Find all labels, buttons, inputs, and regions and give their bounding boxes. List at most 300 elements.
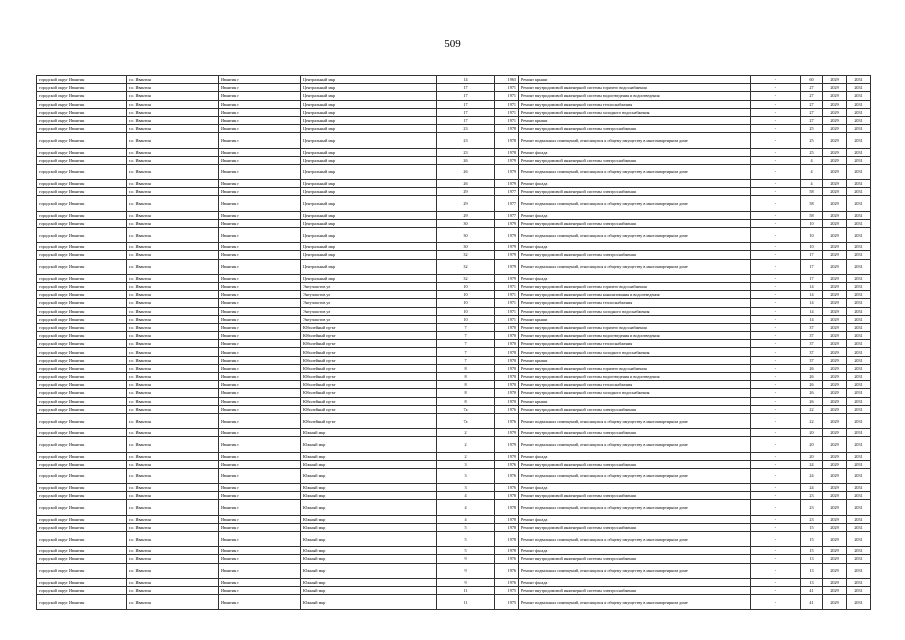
cell-year-end: 2031 <box>847 92 871 100</box>
cell-locality: Ивантин г <box>219 578 301 586</box>
cell-year-built: 1979 <box>495 228 519 243</box>
cell-work-type: Ремонт подвальных помещений, относящихся к общему имуществу в многоквартирном доме <box>519 133 751 148</box>
cell-municipality: городской округ Ивантин <box>37 188 127 196</box>
cell-district: г.о. Ивантин <box>127 228 219 243</box>
cell-dash-cell: - <box>751 323 801 331</box>
cell-locality: Ивантин г <box>219 381 301 389</box>
cell-year-built: 1978 <box>495 523 519 531</box>
cell-municipality: городской округ Ивантин <box>37 211 127 219</box>
cell-year-end: 2031 <box>847 515 871 523</box>
table-row <box>37 148 871 156</box>
cell-municipality: городской округ Ивантин <box>37 274 127 282</box>
cell-year-start: 2029 <box>823 356 847 364</box>
cell-count: 4 <box>801 156 823 164</box>
cell-district: г.о. Ивантин <box>127 156 219 164</box>
cell-year-end: 2031 <box>847 164 871 179</box>
cell-house-number: 10 <box>437 282 495 290</box>
cell-house-number: 2 <box>437 429 495 437</box>
table-row <box>37 515 871 523</box>
cell-district: г.о. Ивантин <box>127 108 219 116</box>
cell-house-number: 29 <box>437 211 495 219</box>
cell-municipality: городской округ Ивантин <box>37 578 127 586</box>
cell-dash-cell: - <box>751 125 801 133</box>
cell-district: г.о. Ивантин <box>127 397 219 405</box>
cell-year-start: 2029 <box>823 188 847 196</box>
cell-house-number: 8 <box>437 381 495 389</box>
cell-work-type: Ремонт подвальных помещений, относящихся к общему имуществу в многоквартирном доме <box>519 468 751 483</box>
cell-dash-cell: - <box>751 348 801 356</box>
cell-district: г.о. Ивантин <box>127 405 219 413</box>
cell-street: Юбилейный пр-кт <box>301 356 437 364</box>
cell-work-type: Ремонт внутридомовой инженерной системы холодного водоснабжения <box>519 389 751 397</box>
cell-year-end: 2031 <box>847 452 871 460</box>
cell-work-type: Ремонт внутридомовой инженерной системы горячего водоснабжения <box>519 282 751 290</box>
cell-municipality: городской округ Ивантин <box>37 323 127 331</box>
cell-street: Южный мкр <box>301 532 437 547</box>
cell-municipality: городской округ Ивантин <box>37 76 127 84</box>
cell-work-type: Ремонт внутридомовой инженерной системы электроснабжения <box>519 523 751 531</box>
cell-year-end: 2031 <box>847 381 871 389</box>
cell-dash-cell: - <box>751 228 801 243</box>
cell-year-start: 2029 <box>823 340 847 348</box>
cell-locality: Ивантин г <box>219 133 301 148</box>
cell-count: 27 <box>801 84 823 92</box>
cell-year-start: 2029 <box>823 373 847 381</box>
cell-work-type: Ремонт подвальных помещений, относящихся к общему имуществу в многоквартирном доме <box>519 196 751 211</box>
table-row <box>37 547 871 555</box>
cell-dash-cell: - <box>751 356 801 364</box>
cell-house-number: 30 <box>437 219 495 227</box>
cell-district: г.о. Ивантин <box>127 364 219 372</box>
cell-year-end: 2031 <box>847 405 871 413</box>
cell-street: Юбилейный пр-кт <box>301 413 437 428</box>
table-row <box>37 299 871 307</box>
cell-locality: Ивантин г <box>219 125 301 133</box>
cell-work-type: Ремонт фасада <box>519 578 751 586</box>
cell-dash-cell: - <box>751 405 801 413</box>
cell-house-number: 5 <box>437 523 495 531</box>
cell-year-built: 1978 <box>495 547 519 555</box>
cell-year-start: 2029 <box>823 523 847 531</box>
cell-municipality: городской округ Ивантин <box>37 348 127 356</box>
cell-street: Южный мкр <box>301 500 437 515</box>
cell-work-type: Ремонт подвальных помещений, относящихся к общему имуществу в многоквартирном доме <box>519 413 751 428</box>
cell-street: Центральный мкр <box>301 156 437 164</box>
cell-locality: Ивантин г <box>219 164 301 179</box>
cell-count: 25 <box>801 125 823 133</box>
cell-house-number: 17 <box>437 108 495 116</box>
table-row <box>37 460 871 468</box>
cell-district: г.о. Ивантин <box>127 251 219 259</box>
cell-count: 14 <box>801 299 823 307</box>
cell-work-type: Ремонт фасада <box>519 515 751 523</box>
cell-dash-cell: - <box>751 500 801 515</box>
cell-locality: Ивантин г <box>219 364 301 372</box>
cell-year-start: 2029 <box>823 532 847 547</box>
cell-district: г.о. Ивантин <box>127 84 219 92</box>
cell-dash-cell: - <box>751 586 801 594</box>
cell-locality: Ивантин г <box>219 274 301 282</box>
cell-house-number: 17 <box>437 116 495 124</box>
cell-year-start: 2029 <box>823 323 847 331</box>
cell-work-type: Ремонт внутридомовой инженерной системы электроснабжения <box>519 156 751 164</box>
cell-dash-cell: - <box>751 492 801 500</box>
cell-district: г.о. Ивантин <box>127 563 219 578</box>
cell-count: 27 <box>801 92 823 100</box>
cell-count: 10 <box>801 228 823 243</box>
cell-count: 25 <box>801 133 823 148</box>
cell-municipality: городской округ Ивантин <box>37 299 127 307</box>
cell-street: Центральный мкр <box>301 116 437 124</box>
cell-year-start: 2029 <box>823 299 847 307</box>
cell-work-type: Ремонт внутридомовой инженерной системы теплоснабжения <box>519 340 751 348</box>
cell-year-start: 2029 <box>823 452 847 460</box>
cell-year-start: 2029 <box>823 307 847 315</box>
cell-year-end: 2031 <box>847 500 871 515</box>
cell-district: г.о. Ивантин <box>127 437 219 452</box>
cell-year-end: 2031 <box>847 125 871 133</box>
table-row <box>37 389 871 397</box>
cell-street: Центральный мкр <box>301 180 437 188</box>
cell-work-type: Ремонт внутридомовой инженерной системы водоотведения и водоотведения <box>519 92 751 100</box>
cell-street: Центральный мкр <box>301 259 437 274</box>
cell-work-type: Ремонт внутридомовой инженерной системы теплоснабжения <box>519 299 751 307</box>
cell-municipality: городской округ Ивантин <box>37 595 127 610</box>
cell-street: Энтузиастов ул <box>301 315 437 323</box>
table-row <box>37 243 871 251</box>
cell-house-number: 10 <box>437 315 495 323</box>
cell-year-built: 1971 <box>495 315 519 323</box>
cell-work-type: Ремонт внутридомовой инженерной системы горячего водоснабжения <box>519 364 751 372</box>
table-row <box>37 452 871 460</box>
cell-year-start: 2029 <box>823 500 847 515</box>
table-row <box>37 108 871 116</box>
cell-year-built: 1978 <box>495 133 519 148</box>
cell-municipality: городской округ Ивантин <box>37 586 127 594</box>
cell-year-built: 1979 <box>495 452 519 460</box>
cell-count: 14 <box>801 307 823 315</box>
cell-municipality: городской округ Ивантин <box>37 515 127 523</box>
cell-dash-cell: - <box>751 243 801 251</box>
cell-locality: Ивантин г <box>219 76 301 84</box>
cell-house-number: 4 <box>437 500 495 515</box>
cell-locality: Ивантин г <box>219 315 301 323</box>
cell-year-end: 2031 <box>847 468 871 483</box>
cell-house-number: 9 <box>437 578 495 586</box>
cell-dash-cell: - <box>751 563 801 578</box>
cell-year-start: 2029 <box>823 437 847 452</box>
cell-count: 58 <box>801 211 823 219</box>
cell-district: г.о. Ивантин <box>127 219 219 227</box>
cell-year-end: 2031 <box>847 76 871 84</box>
cell-year-start: 2029 <box>823 259 847 274</box>
cell-locality: Ивантин г <box>219 348 301 356</box>
cell-locality: Ивантин г <box>219 156 301 164</box>
cell-work-type: Ремонт фасада <box>519 547 751 555</box>
cell-count: 24 <box>801 484 823 492</box>
cell-year-built: 1971 <box>495 100 519 108</box>
cell-work-type: Ремонт крыши <box>519 397 751 405</box>
cell-house-number: 10 <box>437 307 495 315</box>
cell-dash-cell: - <box>751 555 801 563</box>
table-row <box>37 188 871 196</box>
cell-year-built: 1971 <box>495 291 519 299</box>
cell-district: г.о. Ивантин <box>127 547 219 555</box>
cell-year-start: 2029 <box>823 291 847 299</box>
cell-district: г.о. Ивантин <box>127 307 219 315</box>
cell-district: г.о. Ивантин <box>127 291 219 299</box>
cell-municipality: городской округ Ивантин <box>37 315 127 323</box>
cell-district: г.о. Ивантин <box>127 133 219 148</box>
cell-year-built: 1971 <box>495 116 519 124</box>
cell-year-start: 2029 <box>823 251 847 259</box>
cell-locality: Ивантин г <box>219 291 301 299</box>
cell-locality: Ивантин г <box>219 547 301 555</box>
cell-locality: Ивантин г <box>219 484 301 492</box>
cell-year-start: 2029 <box>823 315 847 323</box>
cell-year-end: 2031 <box>847 196 871 211</box>
cell-dash-cell: - <box>751 274 801 282</box>
cell-year-start: 2029 <box>823 389 847 397</box>
cell-street: Юбилейный пр-кт <box>301 389 437 397</box>
cell-house-number: 3 <box>437 468 495 483</box>
cell-district: г.о. Ивантин <box>127 148 219 156</box>
cell-municipality: городской округ Ивантин <box>37 429 127 437</box>
cell-dash-cell: - <box>751 413 801 428</box>
cell-district: г.о. Ивантин <box>127 116 219 124</box>
cell-street: Южный мкр <box>301 523 437 531</box>
cell-year-built: 1975 <box>495 595 519 610</box>
cell-municipality: городской округ Ивантин <box>37 291 127 299</box>
cell-year-built: 1979 <box>495 243 519 251</box>
table-row <box>37 274 871 282</box>
cell-dash-cell: - <box>751 92 801 100</box>
cell-work-type: Ремонт внутридомовой инженерной системы холодного водоснабжения <box>519 307 751 315</box>
cell-year-built: 1975 <box>495 586 519 594</box>
cell-district: г.о. Ивантин <box>127 586 219 594</box>
cell-year-start: 2029 <box>823 274 847 282</box>
cell-count: 15 <box>801 547 823 555</box>
table-row <box>37 196 871 211</box>
cell-district: г.о. Ивантин <box>127 460 219 468</box>
cell-municipality: городской округ Ивантин <box>37 251 127 259</box>
cell-house-number: 8 <box>437 389 495 397</box>
cell-year-end: 2031 <box>847 332 871 340</box>
cell-dash-cell: - <box>751 307 801 315</box>
cell-municipality: городской округ Ивантин <box>37 164 127 179</box>
cell-dash-cell: - <box>751 532 801 547</box>
cell-locality: Ивантин г <box>219 340 301 348</box>
cell-year-built: 1976 <box>495 468 519 483</box>
cell-street: Юбилейный пр-кт <box>301 373 437 381</box>
cell-year-start: 2029 <box>823 460 847 468</box>
cell-work-type: Ремонт подвальных помещений, относящихся к общему имуществу в многоквартирном доме <box>519 532 751 547</box>
cell-year-built: 1970 <box>495 364 519 372</box>
cell-district: г.о. Ивантин <box>127 381 219 389</box>
cell-municipality: городской округ Ивантин <box>37 84 127 92</box>
table-row <box>37 348 871 356</box>
cell-year-built: 1970 <box>495 356 519 364</box>
cell-municipality: городской округ Ивантин <box>37 500 127 515</box>
cell-dash-cell: - <box>751 211 801 219</box>
cell-district: г.о. Ивантин <box>127 259 219 274</box>
cell-street: Южный мкр <box>301 555 437 563</box>
cell-year-start: 2029 <box>823 555 847 563</box>
table-row <box>37 532 871 547</box>
cell-count: 27 <box>801 100 823 108</box>
cell-year-end: 2031 <box>847 274 871 282</box>
cell-year-start: 2029 <box>823 180 847 188</box>
cell-count: 23 <box>801 515 823 523</box>
cell-locality: Ивантин г <box>219 307 301 315</box>
cell-year-end: 2031 <box>847 555 871 563</box>
cell-count: 26 <box>801 373 823 381</box>
cell-count: 24 <box>801 468 823 483</box>
cell-dash-cell: - <box>751 148 801 156</box>
cell-count: 41 <box>801 586 823 594</box>
table-row <box>37 595 871 610</box>
cell-locality: Ивантин г <box>219 492 301 500</box>
cell-year-built: 1979 <box>495 259 519 274</box>
cell-year-end: 2031 <box>847 364 871 372</box>
cell-count: 27 <box>801 116 823 124</box>
cell-locality: Ивантин г <box>219 259 301 274</box>
table-row <box>37 586 871 594</box>
cell-district: г.о. Ивантин <box>127 492 219 500</box>
cell-street: Южный мкр <box>301 563 437 578</box>
cell-year-end: 2031 <box>847 84 871 92</box>
cell-year-built: 1977 <box>495 196 519 211</box>
cell-dash-cell: - <box>751 108 801 116</box>
cell-year-start: 2029 <box>823 164 847 179</box>
cell-house-number: 11 <box>437 586 495 594</box>
cell-municipality: городской округ Ивантин <box>37 282 127 290</box>
cell-district: г.о. Ивантин <box>127 243 219 251</box>
cell-work-type: Ремонт внутридомовой инженерной системы электроснабжения <box>519 219 751 227</box>
cell-count: 58 <box>801 188 823 196</box>
cell-street: Центральный мкр <box>301 100 437 108</box>
cell-street: Энтузиастов ул <box>301 291 437 299</box>
cell-year-built: 1970 <box>495 332 519 340</box>
cell-year-built: 1971 <box>495 92 519 100</box>
cell-locality: Ивантин г <box>219 413 301 428</box>
cell-year-end: 2031 <box>847 547 871 555</box>
cell-street: Центральный мкр <box>301 211 437 219</box>
cell-count: 22 <box>801 405 823 413</box>
cell-year-built: 1979 <box>495 437 519 452</box>
cell-house-number: 7 <box>437 356 495 364</box>
cell-municipality: городской округ Ивантин <box>37 452 127 460</box>
cell-house-number: 2 <box>437 452 495 460</box>
cell-work-type: Ремонт внутридомовой инженерной системы канализования и водоотведения <box>519 291 751 299</box>
cell-work-type: Ремонт подвальных помещений, относящихся к общему имуществу в многоквартирном доме <box>519 228 751 243</box>
cell-work-type: Ремонт внутридомовой инженерной системы электроснабжения <box>519 405 751 413</box>
cell-house-number: 17 <box>437 92 495 100</box>
cell-street: Южный мкр <box>301 578 437 586</box>
cell-locality: Ивантин г <box>219 437 301 452</box>
cell-count: 13 <box>801 578 823 586</box>
cell-municipality: городской округ Ивантин <box>37 100 127 108</box>
cell-dash-cell: - <box>751 364 801 372</box>
cell-count: 13 <box>801 563 823 578</box>
cell-locality: Ивантин г <box>219 211 301 219</box>
cell-municipality: городской округ Ивантин <box>37 364 127 372</box>
cell-count: 26 <box>801 381 823 389</box>
cell-street: Юбилейный пр-кт <box>301 381 437 389</box>
cell-house-number: 7 <box>437 323 495 331</box>
cell-municipality: городской округ Ивантин <box>37 484 127 492</box>
cell-house-number: 3 <box>437 460 495 468</box>
cell-dash-cell: - <box>751 523 801 531</box>
cell-municipality: городской округ Ивантин <box>37 196 127 211</box>
cell-year-end: 2031 <box>847 397 871 405</box>
cell-year-built: 1970 <box>495 397 519 405</box>
cell-street: Центральный мкр <box>301 228 437 243</box>
cell-locality: Ивантин г <box>219 429 301 437</box>
cell-locality: Ивантин г <box>219 332 301 340</box>
cell-year-start: 2029 <box>823 413 847 428</box>
cell-year-end: 2031 <box>847 108 871 116</box>
cell-year-start: 2029 <box>823 515 847 523</box>
cell-count: 14 <box>801 291 823 299</box>
cell-municipality: городской округ Ивантин <box>37 340 127 348</box>
cell-street: Южный мкр <box>301 484 437 492</box>
cell-house-number: 9 <box>437 555 495 563</box>
cell-street: Центральный мкр <box>301 92 437 100</box>
cell-year-end: 2031 <box>847 299 871 307</box>
cell-street: Южный мкр <box>301 468 437 483</box>
cell-work-type: Ремонт внутридомовой инженерной системы электроснабжения <box>519 429 751 437</box>
cell-year-start: 2029 <box>823 578 847 586</box>
cell-year-built: 1976 <box>495 563 519 578</box>
cell-dash-cell: - <box>751 578 801 586</box>
cell-dash-cell: - <box>751 468 801 483</box>
cell-dash-cell: - <box>751 299 801 307</box>
cell-district: г.о. Ивантин <box>127 468 219 483</box>
cell-street: Центральный мкр <box>301 251 437 259</box>
cell-dash-cell: - <box>751 84 801 92</box>
cell-work-type: Ремонт внутридомовой инженерной системы горячего водоснабжения <box>519 323 751 331</box>
cell-house-number: 32 <box>437 274 495 282</box>
cell-count: 41 <box>801 595 823 610</box>
cell-locality: Ивантин г <box>219 243 301 251</box>
cell-year-built: 1976 <box>495 413 519 428</box>
cell-locality: Ивантин г <box>219 84 301 92</box>
cell-municipality: городской округ Ивантин <box>37 133 127 148</box>
cell-year-end: 2031 <box>847 348 871 356</box>
cell-street: Юбилейный пр-кт <box>301 323 437 331</box>
cell-locality: Ивантин г <box>219 356 301 364</box>
cell-work-type: Ремонт крыши <box>519 356 751 364</box>
cell-house-number: 3 <box>437 484 495 492</box>
cell-year-built: 1979 <box>495 251 519 259</box>
cell-locality: Ивантин г <box>219 299 301 307</box>
table-row <box>37 116 871 124</box>
cell-municipality: городской округ Ивантин <box>37 180 127 188</box>
cell-count: 17 <box>801 251 823 259</box>
cell-house-number: 23 <box>437 148 495 156</box>
cell-district: г.о. Ивантин <box>127 164 219 179</box>
cell-year-built: 1971 <box>495 307 519 315</box>
cell-municipality: городской округ Ивантин <box>37 332 127 340</box>
cell-municipality: городской округ Ивантин <box>37 460 127 468</box>
cell-work-type: Ремонт внутридомовой инженерной системы холодного водоснабжения <box>519 108 751 116</box>
cell-count: 37 <box>801 332 823 340</box>
cell-house-number: 32 <box>437 251 495 259</box>
page-number: 509 <box>444 38 461 50</box>
cell-municipality: городской округ Ивантин <box>37 492 127 500</box>
cell-municipality: городской округ Ивантин <box>37 389 127 397</box>
